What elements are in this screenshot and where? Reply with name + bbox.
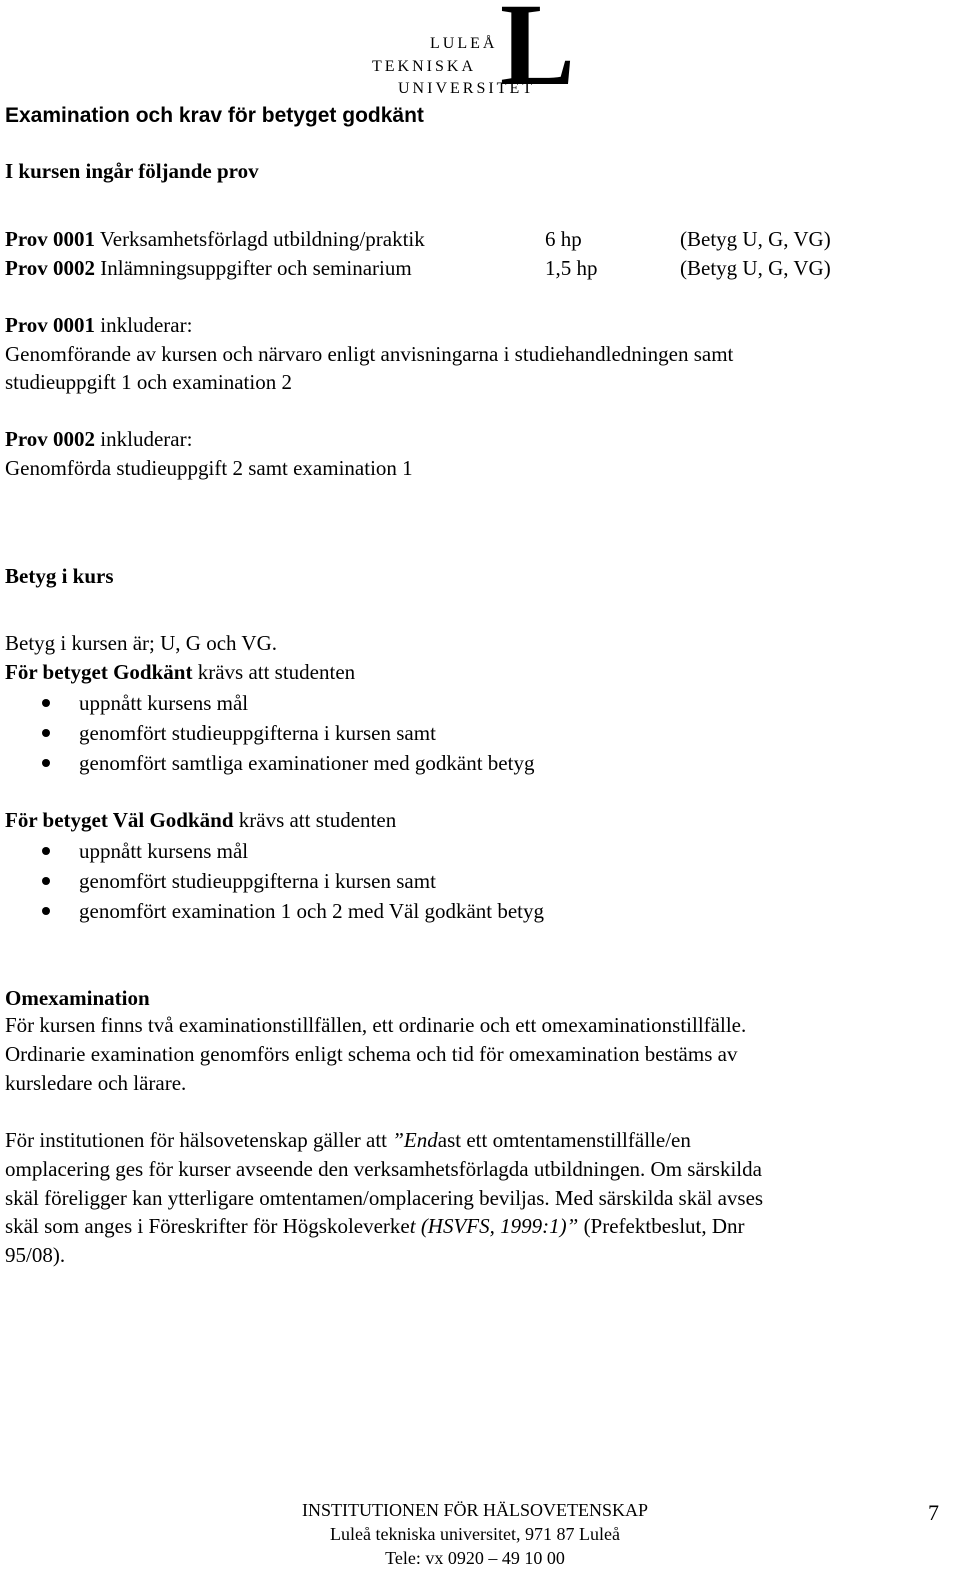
list-item: genomfört studieuppgifterna i kursen samt — [79, 869, 436, 893]
logo-line-1: LULEÅ — [430, 35, 498, 52]
policy-text: skäl som anges i Föreskrifter för Högskoleverket (HSVFS, 1999:1)” (Prefektbeslut, Dnr — [5, 1214, 745, 1238]
reexam-heading: Omexamination — [5, 986, 150, 1010]
policy-text: skäl föreligger kan ytterligare omtentamen/omplacering beviljas. Med särskilda skäl avses — [5, 1186, 764, 1210]
includes-text: Genomförda studieuppgift 2 samt examination 1 — [5, 456, 413, 480]
footer-address: Luleå tekniska universitet, 971 87 Luleå — [330, 1524, 620, 1544]
exams-intro: I kursen ingår följande prov — [5, 159, 259, 183]
reexam-text: kursledare och lärare. — [5, 1071, 187, 1095]
policy-text: omplacering ges för kurser avseende den verksamhetsförlagda utbildningen. Om särskilda — [5, 1157, 762, 1181]
exam-code: Prov 0001 — [5, 227, 96, 251]
exam-grades: (Betyg U, G, VG) — [680, 227, 831, 251]
exam-name: Verksamhetsförlagd utbildning/praktik — [99, 227, 425, 251]
bullet — [42, 699, 50, 707]
bullet — [42, 907, 50, 915]
distinction-criteria-lead: För betyget Väl Godkänd krävs att studenten — [5, 808, 397, 832]
policy-text: 95/08). — [5, 1243, 66, 1267]
includes-title: Prov 0001 inkluderar: — [5, 313, 193, 337]
exam-credits: 1,5 hp — [545, 256, 598, 280]
includes-text: Genomförande av kursen och närvaro enligt anvisningarna i studiehandledningen samt — [5, 342, 734, 366]
includes-title: Prov 0002 inkluderar: — [5, 427, 193, 451]
exam-credits: 6 hp — [545, 227, 582, 251]
bullet — [42, 877, 50, 885]
policy-text: För institutionen för hälsovetenskap gäller att ”Endast ett omtentamenstillfälle/en — [5, 1128, 691, 1152]
grading-heading: Betyg i kurs — [5, 564, 114, 588]
pass-criteria-lead: För betyget Godkänt krävs att studenten — [5, 660, 356, 684]
grading-intro: Betyg i kursen är; U, G och VG. — [5, 631, 277, 655]
includes-text: studieuppgift 1 och examination 2 — [5, 370, 292, 394]
footer-phone: Tele: vx 0920 – 49 10 00 — [385, 1548, 565, 1568]
bullet — [42, 847, 50, 855]
footer-institution: INSTITUTIONEN FÖR HÄLSOVETENSKAP — [302, 1500, 648, 1520]
exam-grades: (Betyg U, G, VG) — [680, 256, 831, 280]
list-item: genomfört studieuppgifterna i kursen samt — [79, 721, 436, 745]
bullet — [42, 729, 50, 737]
logo-mark: L — [499, 0, 575, 110]
reexam-text: För kursen finns två examinationstillfällen, ett ordinarie och ett omexaminationstillfälle. — [5, 1013, 747, 1037]
list-item: uppnått kursens mål — [79, 691, 249, 715]
section-heading: Examination och krav för betyget godkänt — [5, 104, 424, 127]
exam-code: Prov 0002 — [5, 256, 96, 280]
reexam-text: Ordinarie examination genomförs enligt schema och tid för omexamination bestäms av — [5, 1042, 738, 1066]
list-item: uppnått kursens mål — [79, 839, 249, 863]
page-number: 7 — [928, 1500, 939, 1525]
list-item: genomfört examination 1 och 2 med Väl godkänt betyg — [79, 899, 545, 923]
list-item: genomfört samtliga examinationer med godkänt betyg — [79, 751, 535, 775]
bullet — [42, 759, 50, 767]
logo-line-3: UNIVERSITET — [398, 80, 535, 97]
logo-line-2: TEKNISKA — [372, 58, 476, 75]
exam-name: Inlämningsuppgifter och seminarium — [100, 256, 412, 280]
